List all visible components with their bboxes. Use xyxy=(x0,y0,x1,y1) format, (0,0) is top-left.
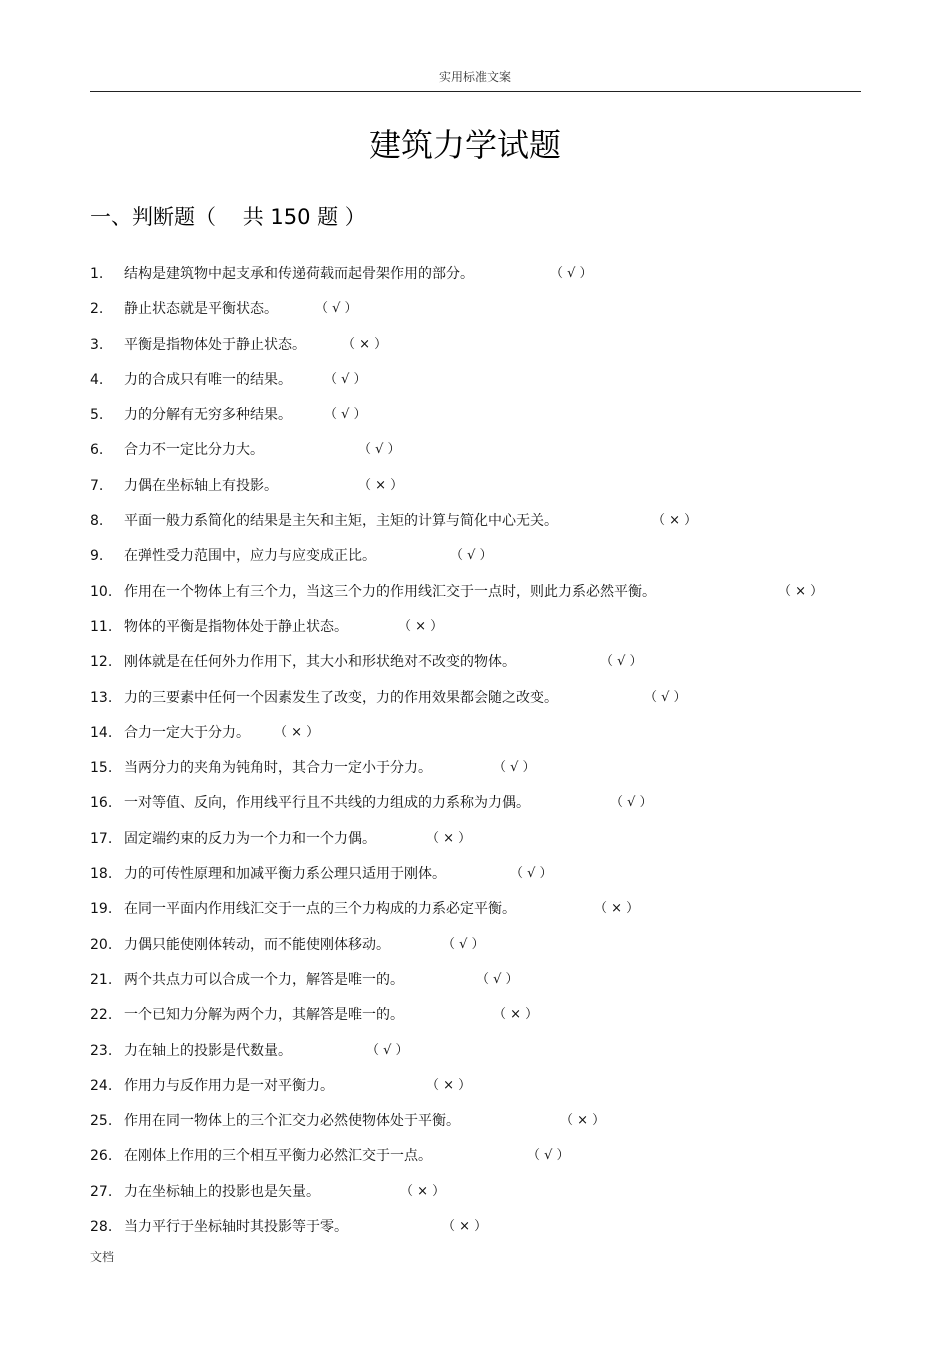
question-text: 平衡是指物体处于静止状态。 xyxy=(124,336,306,353)
page-header-text: 实用标准文案 xyxy=(438,70,511,84)
question-number: 8. xyxy=(90,513,104,530)
question-item xyxy=(90,687,870,722)
question-number: 5. xyxy=(90,407,104,424)
question-text: 两个共点力可以合成一个力，解答是唯一的。 xyxy=(124,971,404,988)
question-number: 4. xyxy=(90,371,104,388)
question-item xyxy=(90,1145,870,1180)
question-text: 力在轴上的投影是代数量。 xyxy=(124,1042,292,1059)
question-number: 6. xyxy=(90,442,104,459)
question-answer: （ √ ） xyxy=(527,1148,570,1164)
question-number: 24. xyxy=(90,1077,113,1094)
question-text: 作用在同一物体上的三个汇交力必然使物体处于平衡。 xyxy=(124,1113,460,1130)
question-text: 刚体就是在任何外力作用下，其大小和形状绝对不改变的物体。 xyxy=(124,654,516,671)
question-text: 在刚体上作用的三个相互平衡力必然汇交于一点。 xyxy=(124,1148,432,1165)
question-number: 3. xyxy=(90,336,104,353)
question-text: 一对等值、反向，作用线平行且不共线的力组成的力系称为力偶。 xyxy=(124,795,530,812)
question-text: 合力不一定比分力大。 xyxy=(124,442,264,459)
question-number: 12. xyxy=(90,654,113,671)
header-divider xyxy=(90,91,861,92)
question-answer: （ √ ） xyxy=(442,936,485,952)
question-item xyxy=(90,616,870,651)
question-item xyxy=(90,545,870,580)
question-item xyxy=(90,898,870,933)
question-answer: （ √ ） xyxy=(644,689,687,705)
question-number: 25. xyxy=(90,1113,113,1130)
question-text: 结构是建筑物中起支承和传递荷载而起骨架作用的部分。 xyxy=(124,266,474,282)
question-item xyxy=(90,1216,870,1251)
question-answer: （ × ） xyxy=(426,1077,472,1093)
question-item xyxy=(90,722,870,757)
question-text: 静止状态就是平衡状态。 xyxy=(124,301,278,318)
question-text: 力的合成只有唯一的结果。 xyxy=(124,371,292,388)
question-item xyxy=(90,1110,870,1145)
question-answer: （ √ ） xyxy=(550,266,593,281)
question-answer: （ √ ） xyxy=(600,654,643,670)
question-number: 28. xyxy=(90,1219,113,1236)
question-text: 作用在一个物体上有三个力，当这三个力的作用线汇交于一点时，则此力系必然平衡。 xyxy=(124,583,656,600)
question-answer: （ √ ） xyxy=(493,760,536,776)
question-answer: （ × ） xyxy=(358,477,404,493)
question-number: 20. xyxy=(90,936,113,953)
question-answer: （ × ） xyxy=(594,901,640,917)
question-number: 10. xyxy=(90,583,113,600)
question-text: 在弹性受力范围中，应力与应变成正比。 xyxy=(124,548,376,565)
question-answer: （ √ ） xyxy=(324,371,367,387)
question-text: 一个已知力分解为两个力，其解答是唯一的。 xyxy=(124,1007,404,1024)
question-number: 13. xyxy=(90,689,113,706)
page-footer-text: 文档 xyxy=(90,1250,115,1264)
question-number: 19. xyxy=(90,901,113,918)
question-item xyxy=(90,369,870,404)
question-answer: （ √ ） xyxy=(476,971,519,987)
question-number: 1. xyxy=(90,266,104,282)
question-answer: （ × ） xyxy=(778,583,824,599)
question-number: 16. xyxy=(90,795,113,812)
question-item xyxy=(90,1004,870,1039)
question-number: 18. xyxy=(90,866,113,883)
question-answer: （ × ） xyxy=(426,830,472,846)
question-answer: （ × ） xyxy=(274,724,320,740)
question-text: 作用力与反作用力是一对平衡力。 xyxy=(124,1077,334,1094)
question-text: 力在坐标轴上的投影也是矢量。 xyxy=(124,1183,320,1200)
document-title: 建筑力学试题 xyxy=(368,126,561,164)
question-item xyxy=(90,863,870,898)
question-text: 当两分力的夹角为钝角时，其合力一定小于分力。 xyxy=(124,760,432,777)
question-answer: （ × ） xyxy=(560,1113,606,1129)
question-item xyxy=(90,757,870,792)
question-text: 固定端约束的反力为一个力和一个力偶。 xyxy=(124,830,376,847)
question-item xyxy=(90,828,870,863)
question-number: 27. xyxy=(90,1183,113,1200)
question-text: 力的分解有无穷多种结果。 xyxy=(124,407,292,424)
question-answer: （ √ ） xyxy=(315,301,358,317)
question-item xyxy=(90,439,870,474)
question-item xyxy=(90,934,870,969)
question-answer: （ × ） xyxy=(442,1219,488,1235)
question-number: 14. xyxy=(90,724,113,741)
question-number: 26. xyxy=(90,1148,113,1165)
question-answer: （ √ ） xyxy=(450,548,493,564)
question-item xyxy=(90,334,870,369)
question-answer: （ √ ） xyxy=(324,407,367,423)
question-answer: （ √ ） xyxy=(610,795,653,811)
question-text: 力偶在坐标轴上有投影。 xyxy=(124,477,278,494)
question-text: 合力一定大于分力。 xyxy=(124,724,250,741)
question-item xyxy=(90,510,870,545)
question-item xyxy=(90,969,870,1004)
question-answer: （ √ ） xyxy=(358,442,401,458)
question-text: 力的三要素中任何一个因素发生了改变，力的作用效果都会随之改变。 xyxy=(124,689,558,706)
question-item xyxy=(90,475,870,510)
question-item xyxy=(90,581,870,616)
question-item xyxy=(90,263,870,298)
question-number: 23. xyxy=(90,1042,113,1059)
question-text: 物体的平衡是指物体处于静止状态。 xyxy=(124,618,348,635)
question-item xyxy=(90,404,870,439)
question-answer: （ × ） xyxy=(342,336,388,352)
question-item xyxy=(90,792,870,827)
question-answer: （ × ） xyxy=(652,513,698,529)
question-answer: （ × ） xyxy=(398,618,444,634)
question-text: 力偶只能使刚体转动，而不能使刚体移动。 xyxy=(124,936,390,953)
question-item xyxy=(90,1075,870,1110)
question-answer: （ √ ） xyxy=(510,866,553,882)
question-number: 11. xyxy=(90,618,113,635)
question-answer: （ × ） xyxy=(400,1183,446,1199)
section-heading: 一、判断题（ 共 150 题 ） xyxy=(90,205,366,229)
question-text: 平面一般力系简化的结果是主矢和主矩，主矩的计算与简化中心无关。 xyxy=(124,513,558,530)
question-item xyxy=(90,298,870,333)
question-number: 22. xyxy=(90,1007,113,1024)
question-text: 在同一平面内作用线汇交于一点的三个力构成的力系必定平衡。 xyxy=(124,901,516,918)
question-answer: （ × ） xyxy=(493,1007,539,1023)
question-number: 9. xyxy=(90,548,104,565)
question-item xyxy=(90,1040,870,1075)
question-number: 7. xyxy=(90,477,104,494)
question-item xyxy=(90,651,870,686)
question-list xyxy=(90,263,870,1251)
question-number: 15. xyxy=(90,760,113,777)
question-number: 21. xyxy=(90,971,113,988)
question-text: 力的可传性原理和加减平衡力系公理只适用于刚体。 xyxy=(124,866,446,883)
question-item xyxy=(90,1181,870,1216)
question-number: 2. xyxy=(90,301,104,318)
question-number: 17. xyxy=(90,830,113,847)
question-text: 当力平行于坐标轴时其投影等于零。 xyxy=(124,1219,348,1236)
question-answer: （ √ ） xyxy=(366,1042,409,1058)
